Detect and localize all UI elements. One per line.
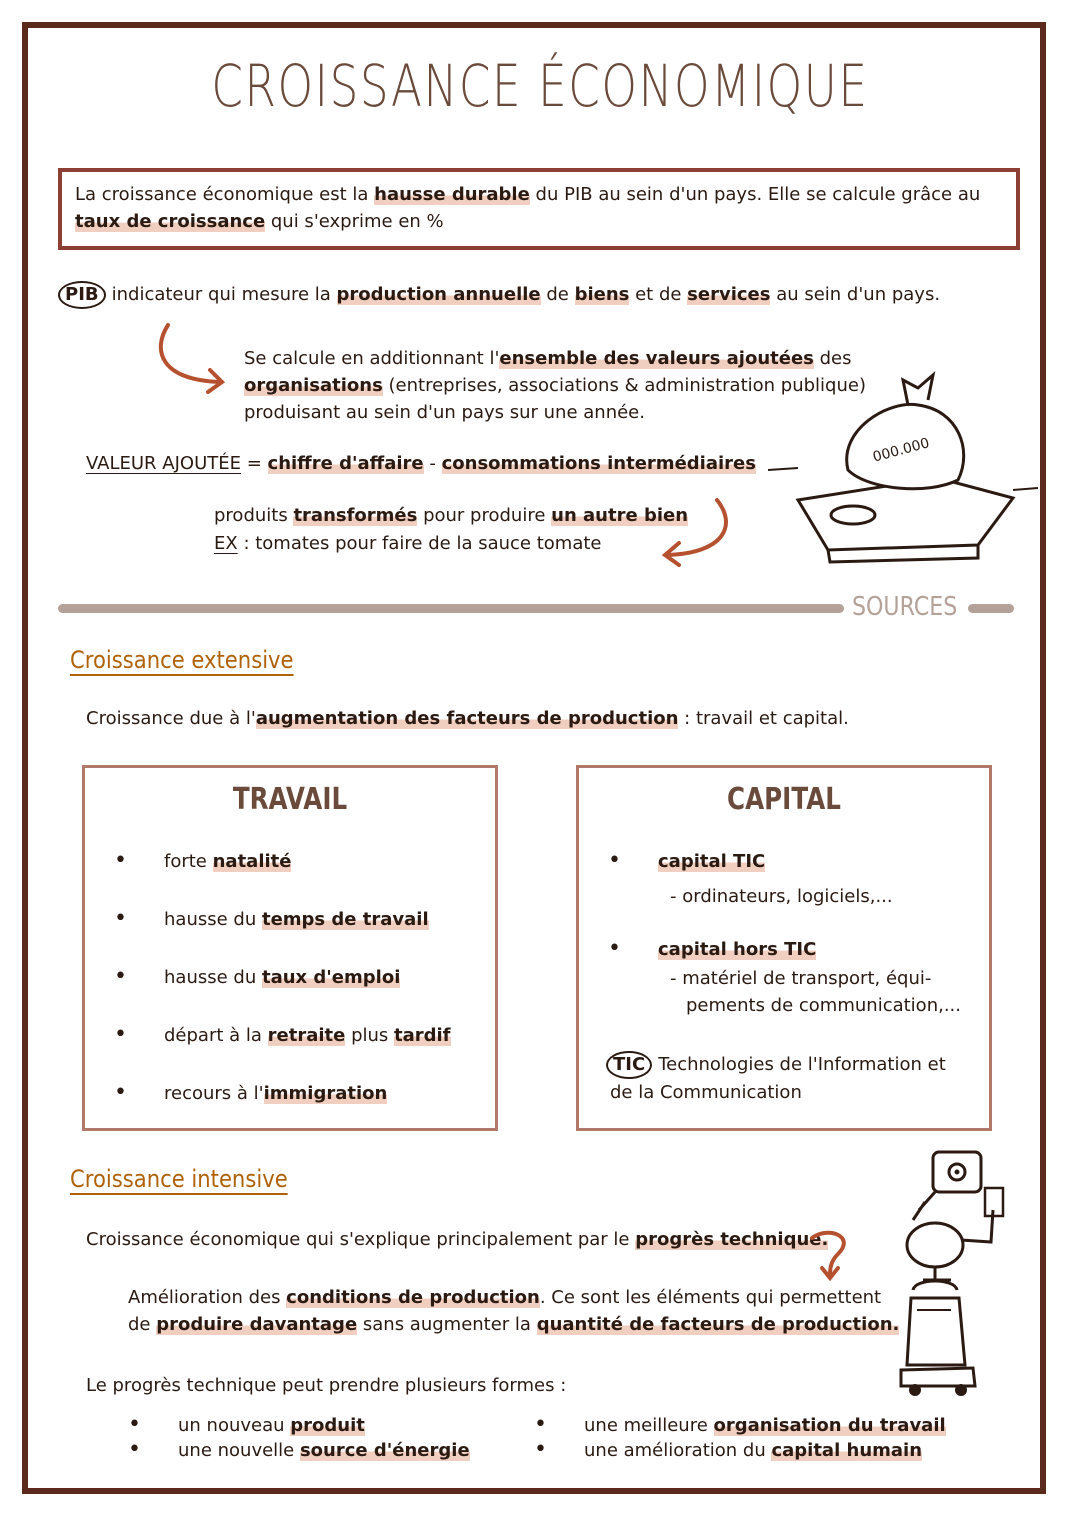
money-bag-scale-icon: [768, 370, 1038, 580]
forme-item: une meilleure organisation du travail: [584, 1415, 946, 1436]
bullet-dot: •: [114, 1022, 127, 1047]
robot-icon: [895, 1150, 1015, 1400]
travail-item: recours à l'immigration: [164, 1083, 388, 1104]
intensive-definition: Croissance économique qui s'explique principalement par le progrès technique.: [86, 1229, 829, 1250]
amelioration-line-2: de produire davantage sans augmenter la quantité de facteurs de production.: [128, 1314, 900, 1335]
travail-item: départ à la retraite plus tardif: [164, 1025, 451, 1046]
calc-line-1: Se calcule en additionnant l'ensemble des valeurs ajoutées des: [244, 348, 852, 369]
travail-item: hausse du taux d'emploi: [164, 967, 401, 988]
bullet-dot: •: [114, 906, 127, 931]
bullet-dot: •: [128, 1437, 141, 1462]
pib-badge: PIB: [58, 281, 106, 309]
capital-sub-tic: - ordinateurs, logiciels,...: [670, 886, 893, 907]
bullet-dot: •: [128, 1412, 141, 1437]
intensive-title: Croissance intensive: [70, 1165, 288, 1193]
bag-label: 000.000: [871, 435, 932, 466]
travail-card: [82, 765, 498, 1131]
bullet-dot: •: [114, 1080, 127, 1105]
definition-line-2: taux de croissance qui s'exprime en %: [75, 211, 444, 232]
travail-title: TRAVAIL: [232, 782, 348, 817]
capital-sub-hors-tic-2: pements de communication,...: [686, 995, 961, 1016]
bullet-dot: •: [608, 936, 621, 961]
forme-item: une nouvelle source d'énergie: [178, 1440, 470, 1461]
bullet-dot: •: [534, 1412, 547, 1437]
ci-line-1: produits transformés pour produire un autre bien: [214, 505, 689, 526]
sources-label: SOURCES: [852, 592, 958, 622]
tic-definition-2: de la Communication: [610, 1082, 802, 1103]
capital-item-tic: capital TIC: [658, 851, 766, 872]
curved-arrow-back-icon: [655, 495, 745, 570]
hook-arrow-icon: [808, 1228, 858, 1283]
capital-title: CAPITAL: [727, 782, 841, 817]
bullet-dot: •: [608, 848, 621, 873]
bullet-dot: •: [114, 848, 127, 873]
amelioration-line-1: Amélioration des conditions de production. Ce sont les éléments qui permettent: [128, 1287, 882, 1308]
bullet-dot: •: [534, 1437, 547, 1462]
extensive-definition: Croissance due à l'augmentation des facteurs de production : travail et capital.: [86, 708, 849, 729]
forme-item: un nouveau produit: [178, 1415, 365, 1436]
section-divider: [58, 604, 844, 613]
travail-item: forte natalité: [164, 851, 292, 872]
valeur-ajoutee-formula: VALEUR AJOUTÉE = chiffre d'affaire - consommations intermédiaires: [86, 453, 756, 474]
forme-item: une amélioration du capital humain: [584, 1440, 923, 1461]
tic-badge: TIC: [606, 1051, 652, 1079]
pib-line: PIB indicateur qui mesure la production annuelle de biens et de services au sein d'un pays.: [58, 281, 940, 309]
capital-item-hors-tic: capital hors TIC: [658, 939, 817, 960]
formes-intro: Le progrès technique peut prendre plusieurs formes :: [86, 1375, 567, 1396]
travail-item: hausse du temps de travail: [164, 909, 429, 930]
definition-line-1: La croissance économique est la hausse durable du PIB au sein d'un pays. Elle se calcule grâce au: [75, 184, 981, 205]
extensive-title: Croissance extensive: [70, 646, 294, 674]
calc-line-3: produisant au sein d'un pays sur une année.: [244, 402, 645, 423]
capital-sub-hors-tic-1: - matériel de transport, équi-: [670, 968, 932, 989]
page-title: CROISSANCE ÉCONOMIQUE: [211, 52, 869, 120]
bullet-dot: •: [114, 964, 127, 989]
tic-definition-1: TIC Technologies de l'Information et: [606, 1051, 946, 1079]
section-divider-end: [968, 604, 1014, 613]
ci-line-2: EX : tomates pour faire de la sauce tomate: [214, 533, 602, 554]
calc-line-2: organisations (entreprises, associations & administration publique): [244, 375, 866, 396]
curved-arrow-icon: [150, 320, 240, 400]
